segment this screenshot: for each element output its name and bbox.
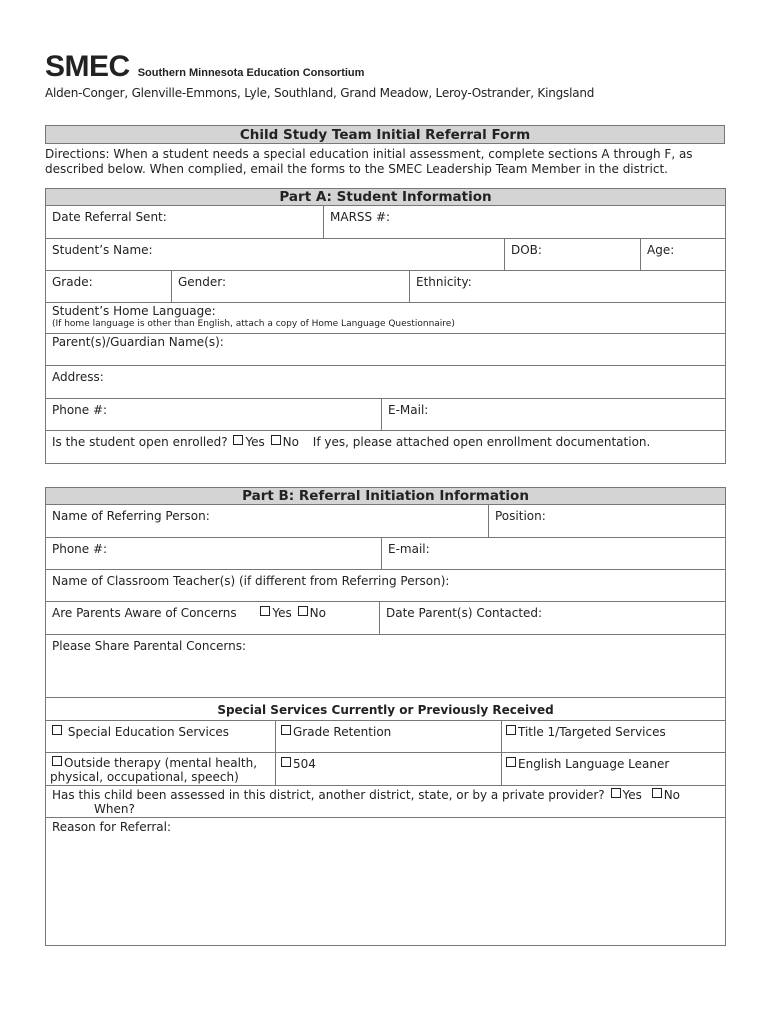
outside-therapy-label-2: physical, occupational, speech) xyxy=(50,770,239,784)
ethnicity-label: Ethnicity: xyxy=(416,275,472,289)
parent-names-field[interactable] xyxy=(46,334,725,365)
position-field[interactable] xyxy=(488,505,725,537)
classroom-teacher-label: Name of Classroom Teacher(s) (if different from Referring Person): xyxy=(52,574,450,588)
ell-label: English Language Leaner xyxy=(518,757,670,771)
part-b-title: Part B: Referral Initiation Information xyxy=(46,488,725,505)
title1-label: Title 1/Targeted Services xyxy=(518,725,666,739)
gender-label: Gender: xyxy=(178,275,227,289)
parents-aware-field xyxy=(46,602,379,634)
date-contacted-field[interactable] xyxy=(379,602,725,634)
parental-concerns-label: Please Share Parental Concerns: xyxy=(52,639,247,653)
date-contacted-label: Date Parent(s) Contacted: xyxy=(386,606,543,620)
b-email-label: E-mail: xyxy=(388,542,430,556)
row-reason xyxy=(46,818,725,945)
part-a-section xyxy=(45,188,726,464)
grade-retention-checkbox[interactable] xyxy=(281,725,291,735)
row-referring-person xyxy=(46,505,725,538)
referring-person-field[interactable] xyxy=(46,505,488,537)
directions-line-2: described below. When complied, email the forms to the SMEC Leadership Team Member in the district. xyxy=(45,162,668,176)
date-referral-sent-field[interactable] xyxy=(46,206,323,238)
date-referral-sent-label: Date Referral Sent: xyxy=(52,210,167,224)
gender-field[interactable] xyxy=(171,271,409,302)
age-label: Age: xyxy=(647,243,675,257)
b-email-field[interactable] xyxy=(381,538,725,569)
home-language-field[interactable] xyxy=(46,303,725,333)
open-enrolled-question: Is the student open enrolled? xyxy=(52,435,228,449)
parents-aware-yes-label: Yes xyxy=(272,606,292,620)
email-label: E-Mail: xyxy=(388,403,429,417)
504-label: 504 xyxy=(293,757,316,771)
dob-label: DOB: xyxy=(511,243,542,257)
address-label: Address: xyxy=(52,370,104,384)
b-phone-field[interactable] xyxy=(46,538,381,569)
student-name-field[interactable] xyxy=(46,239,504,270)
email-field[interactable] xyxy=(381,399,725,430)
directions xyxy=(45,147,725,177)
row-home-language xyxy=(46,303,725,334)
service-special-ed xyxy=(46,721,275,752)
grade-retention-label: Grade Retention xyxy=(293,725,392,739)
directions-line-1: Directions: When a student needs a special education initial assessment, complete sections A through F, as xyxy=(45,147,693,161)
home-language-note: (If home language is other than English, attach a copy of Home Language Questionnaire) xyxy=(52,319,455,329)
row-services-title xyxy=(46,698,725,721)
parental-concerns-field[interactable] xyxy=(46,635,725,697)
parents-aware-question: Are Parents Aware of Concerns xyxy=(52,606,237,620)
parents-aware-no-label: No xyxy=(309,606,326,620)
open-enrolled-field xyxy=(46,431,725,463)
row-services-2 xyxy=(46,753,725,786)
special-ed-checkbox[interactable] xyxy=(52,725,62,735)
assessed-when-label[interactable]: When? xyxy=(94,802,135,816)
parents-aware-no-checkbox[interactable] xyxy=(298,606,308,616)
grade-label: Grade: xyxy=(52,275,93,289)
b-phone-label: Phone #: xyxy=(52,542,108,556)
504-checkbox[interactable] xyxy=(281,757,291,767)
part-a-title: Part A: Student Information xyxy=(46,189,725,206)
service-504 xyxy=(275,753,501,785)
grade-field[interactable] xyxy=(46,271,171,302)
assessed-question: Has this child been assessed in this district, another district, state, or by a private provider? xyxy=(52,788,605,802)
marss-field[interactable] xyxy=(323,206,725,238)
ell-checkbox[interactable] xyxy=(506,757,516,767)
row-b-phone-email xyxy=(46,538,725,570)
row-parent-names xyxy=(46,334,725,366)
service-grade-retention xyxy=(275,721,501,752)
open-enrolled-no-label: No xyxy=(282,435,299,449)
home-language-label: Student’s Home Language: xyxy=(52,304,216,318)
age-field[interactable] xyxy=(640,239,725,270)
parent-names-label: Parent(s)/Guardian Name(s): xyxy=(52,335,224,349)
open-enrolled-yes-checkbox[interactable] xyxy=(233,435,243,445)
row-grade-gender-ethnicity xyxy=(46,271,725,303)
marss-label: MARSS #: xyxy=(330,210,391,224)
classroom-teacher-field[interactable] xyxy=(46,570,725,601)
parents-aware-yes-checkbox[interactable] xyxy=(260,606,270,616)
row-address xyxy=(46,366,725,399)
address-field[interactable] xyxy=(46,366,725,398)
phone-label: Phone #: xyxy=(52,403,108,417)
assessed-yes-label: Yes xyxy=(622,788,642,802)
assessed-yes-checkbox[interactable] xyxy=(611,788,621,798)
referring-person-label: Name of Referring Person: xyxy=(52,509,210,523)
special-ed-label: Special Education Services xyxy=(67,725,230,739)
row-services-1 xyxy=(46,721,725,753)
service-ell xyxy=(501,753,725,785)
reason-label: Reason for Referral: xyxy=(52,820,172,834)
service-outside-therapy xyxy=(46,753,275,785)
open-enrolled-yes-label: Yes xyxy=(245,435,265,449)
assessed-no-checkbox[interactable] xyxy=(652,788,662,798)
reason-field[interactable] xyxy=(46,818,725,945)
outside-therapy-label-1: Outside therapy (mental health, xyxy=(64,756,258,770)
title1-checkbox[interactable] xyxy=(506,725,516,735)
letterhead xyxy=(45,50,364,84)
outside-therapy-checkbox[interactable] xyxy=(52,756,62,766)
row-classroom-teacher xyxy=(46,570,725,602)
open-enrolled-note: If yes, please attached open enrollment documentation. xyxy=(312,435,651,449)
form-title: Child Study Team Initial Referral Form xyxy=(45,125,725,144)
part-b-section xyxy=(45,487,726,946)
org-name: Southern Minnesota Education Consortium xyxy=(137,67,365,79)
service-title1 xyxy=(501,721,725,752)
open-enrolled-no-checkbox[interactable] xyxy=(271,435,281,445)
ethnicity-field[interactable] xyxy=(409,271,725,302)
position-label: Position: xyxy=(495,509,546,523)
phone-field[interactable] xyxy=(46,399,381,430)
row-name-dob-age xyxy=(46,239,725,271)
row-parents-aware xyxy=(46,602,725,635)
row-open-enrolled xyxy=(46,431,725,463)
assessed-no-label: No xyxy=(663,788,681,802)
row-date-marss xyxy=(46,206,725,239)
row-phone-email xyxy=(46,399,725,431)
member-districts: Alden-Conger, Glenville-Emmons, Lyle, Southland, Grand Meadow, Leroy-Ostrander, Kingsland xyxy=(45,86,595,100)
student-name-label: Student’s Name: xyxy=(52,243,153,257)
org-abbreviation: SMEC xyxy=(45,50,130,83)
dob-field[interactable] xyxy=(504,239,640,270)
row-assessed xyxy=(46,786,725,818)
services-title: Special Services Currently or Previously Received xyxy=(217,703,554,717)
assessed-field xyxy=(46,786,725,817)
row-parental-concerns xyxy=(46,635,725,698)
